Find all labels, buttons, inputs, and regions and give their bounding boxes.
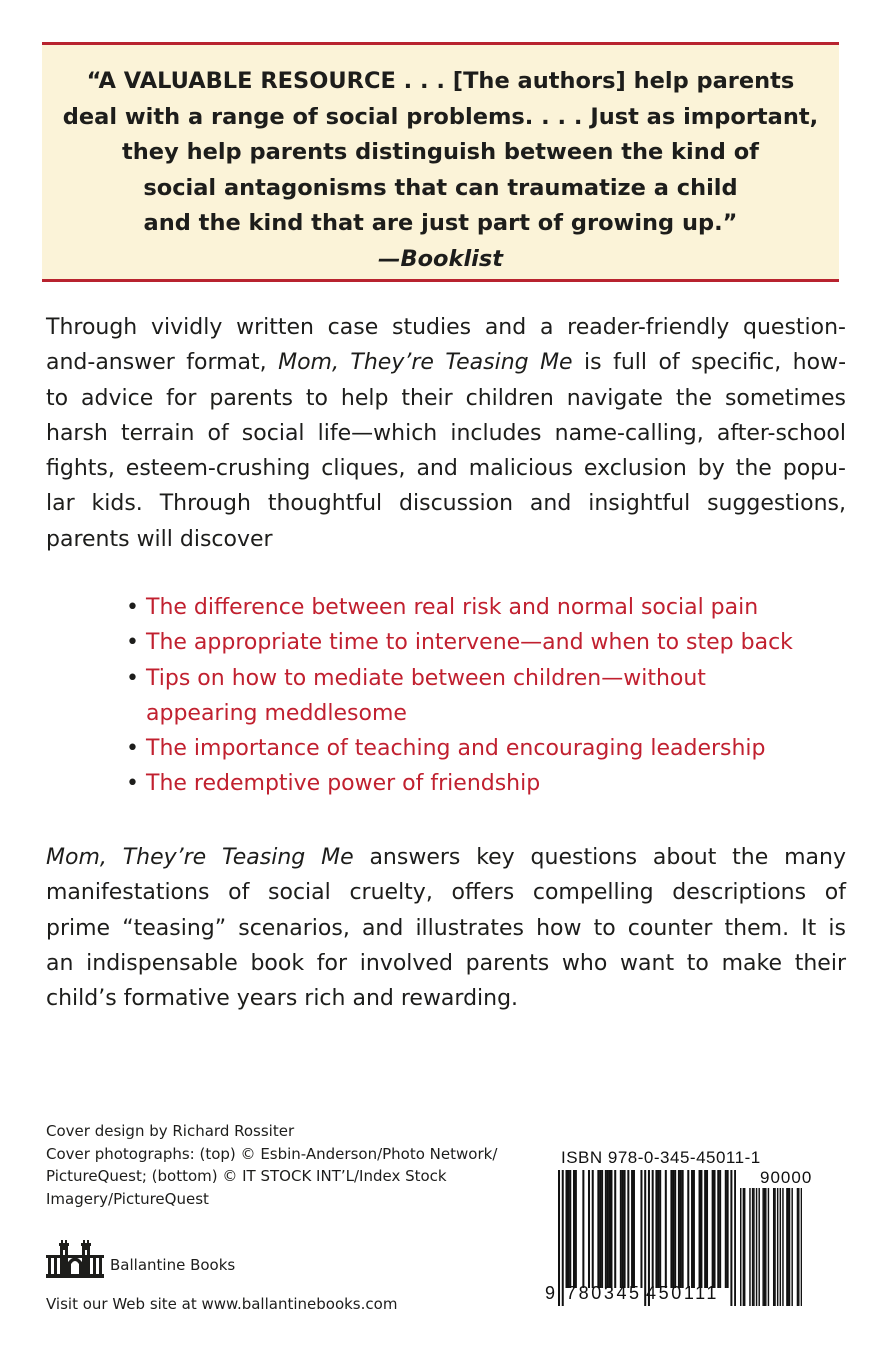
quote-line: they help parents distinguish between the kind of — [122, 139, 759, 165]
barcode-bar — [730, 1170, 732, 1306]
barcode-bar — [569, 1170, 571, 1288]
addon-bar — [744, 1188, 745, 1306]
benefits-list — [126, 590, 856, 802]
description-paragraph-1 — [46, 310, 846, 557]
barcode-bar — [597, 1170, 599, 1288]
barcode-bar — [567, 1170, 569, 1288]
description-line: lar kids. Through thoughtful discussion and insightful suggestions, — [46, 491, 846, 517]
description-paragraph-2 — [46, 840, 846, 1016]
addon-bar — [791, 1188, 792, 1306]
barcode-bar — [565, 1170, 567, 1288]
barcode-bar — [680, 1170, 682, 1288]
barcode-bar — [734, 1170, 736, 1306]
barcode-bar — [717, 1170, 719, 1288]
isbn-label: ISBN 978-0-345-45011-1 — [561, 1148, 761, 1167]
barcode-bar — [706, 1170, 708, 1288]
addon-digits: 90000 — [760, 1168, 813, 1187]
barcode-bar — [599, 1170, 601, 1288]
barcode-bar — [719, 1170, 721, 1288]
addon-bar — [753, 1188, 754, 1306]
quote-line: deal with a range of social problems. . . . Just as important, — [62, 103, 819, 130]
barcode-bar — [620, 1170, 622, 1288]
list-item — [126, 766, 856, 801]
barcode-bar — [607, 1170, 609, 1288]
publisher-logo — [46, 1238, 235, 1278]
quote-line: “A VALUABLE RESOURCE . . . [The authors] help parents — [86, 68, 795, 94]
addon-bar — [765, 1188, 766, 1306]
barcode-bar — [558, 1170, 560, 1306]
bullet-icon: • — [126, 665, 139, 691]
quote-attribution: —Booklist — [377, 245, 504, 272]
barcode-bar — [633, 1170, 635, 1288]
list-item — [126, 590, 856, 625]
barcode-bar — [657, 1170, 659, 1288]
barcode-bar — [712, 1170, 714, 1288]
barcode-bar — [693, 1170, 695, 1288]
addon-bar — [798, 1188, 799, 1306]
barcode-right-group: 450111 — [646, 1283, 719, 1303]
addon-bar — [740, 1188, 741, 1306]
addon-bar — [762, 1188, 763, 1306]
addon-bar — [780, 1188, 781, 1306]
bullet-icon: • — [126, 736, 139, 762]
barcode-bar — [652, 1170, 654, 1288]
barcode-bar — [631, 1170, 633, 1288]
credit-line: Cover photographs: (top) © Esbin-Anderson/Photo Network/ — [46, 1144, 498, 1163]
bullet-icon: • — [126, 630, 139, 656]
addon-bar — [801, 1188, 802, 1306]
barcode-bar — [610, 1170, 612, 1288]
website-link[interactable]: Visit our Web site at www.ballantinebooks.com — [46, 1295, 398, 1313]
description-line: prime “teasing” scenarios, and illustrates how to counter them. It is — [46, 915, 846, 941]
barcode-bar — [609, 1170, 611, 1288]
barcode-bar — [678, 1170, 680, 1288]
addon-bar — [743, 1188, 744, 1306]
publisher-name: Ballantine Books — [110, 1256, 236, 1274]
barcode-bar — [682, 1170, 684, 1288]
barcode-bar — [575, 1170, 577, 1288]
list-item — [126, 661, 856, 732]
addon-bar — [758, 1188, 759, 1306]
addon-bar — [764, 1188, 765, 1306]
barcode-bar — [622, 1170, 624, 1288]
list-item-text: Tips on how to mediate between children—without — [146, 665, 706, 691]
barcode-bar — [687, 1170, 689, 1288]
cover-credits — [46, 1120, 497, 1210]
list-item-text: The appropriate time to intervene—and when to step back — [146, 630, 793, 656]
book-title-italic: Mom, They’re Teasing Me — [278, 350, 573, 376]
barcode-bar — [627, 1170, 629, 1288]
barcode-bar — [691, 1170, 693, 1288]
addon-bar — [786, 1188, 787, 1306]
addon-bar — [787, 1188, 788, 1306]
list-item-text: The redemptive power of friendship — [146, 771, 541, 797]
barcode-bar — [601, 1170, 603, 1288]
credit-line: PictureQuest; (bottom) © IT STOCK INT’L/Index Stock — [46, 1167, 447, 1185]
description-line: an indispensable book for involved parents who want to make their — [46, 950, 846, 976]
review-quote-box — [42, 42, 839, 282]
addon-bar — [782, 1188, 783, 1306]
description-line: Through vividly written case studies and a reader-friendly question- — [46, 315, 846, 340]
barcode-bar — [727, 1170, 729, 1288]
quote-line: and the kind that are just part of growing up.” — [143, 210, 738, 236]
description-line — [46, 345, 846, 380]
barcode-bar — [588, 1170, 590, 1288]
text-span: is full of specific, how- — [572, 350, 847, 376]
description-line: manifestations of social cruelty, offers compelling descriptions of — [46, 880, 846, 906]
book-title-italic: Mom, They’re Teasing Me — [46, 845, 354, 870]
barcode-bar — [665, 1170, 667, 1288]
list-item — [126, 731, 856, 766]
addon-bar — [777, 1188, 778, 1306]
list-item-text: The difference between real risk and normal social pain — [146, 595, 759, 620]
addon-bar — [797, 1188, 798, 1306]
addon-bar — [789, 1188, 790, 1306]
barcode-bar — [674, 1170, 676, 1288]
barcode-left-group: 780345 — [566, 1283, 642, 1303]
bullet-icon: • — [126, 771, 139, 797]
barcode-bar — [655, 1170, 657, 1288]
text-span: answers key questions about the many — [353, 845, 846, 870]
barcode-bar — [614, 1170, 616, 1288]
addon-bar — [752, 1188, 753, 1306]
barcode-bar — [640, 1170, 642, 1288]
barcode-bar — [562, 1170, 564, 1306]
barcode-bar — [704, 1170, 706, 1288]
description-line: child’s formative years rich and rewarding. — [46, 986, 519, 1012]
description-line: to advice for parents to help their children navigate the sometimes — [46, 385, 846, 411]
list-item-text: The importance of teaching and encouraging leadership — [146, 736, 766, 762]
addon-bar — [773, 1188, 774, 1306]
addon-barcode — [740, 1188, 802, 1306]
barcode-bar — [672, 1170, 674, 1288]
barcode-bar — [725, 1170, 727, 1288]
list-item-text: appearing meddlesome — [146, 700, 407, 726]
addon-bar — [768, 1188, 769, 1306]
barcode-bar — [605, 1170, 607, 1288]
description-line: fights, esteem-crushing cliques, and malicious exclusion by the popu- — [46, 456, 846, 482]
bullet-icon: • — [126, 595, 139, 620]
credit-line: Imagery/PictureQuest — [46, 1189, 209, 1208]
barcode-bar — [670, 1170, 672, 1288]
barcode-bar — [624, 1170, 626, 1288]
barcode-bar — [582, 1170, 584, 1288]
addon-bar — [756, 1188, 757, 1306]
barcode-bar — [573, 1170, 575, 1288]
barcode-bar — [714, 1170, 716, 1288]
barcode-bar — [700, 1170, 702, 1288]
barcode-first-digit: 9 — [545, 1283, 558, 1303]
barcode-bar — [699, 1170, 701, 1288]
barcode-bar — [659, 1170, 661, 1288]
ballantine-castle-logo-icon — [46, 1240, 104, 1278]
addon-bar — [774, 1188, 775, 1306]
list-item — [126, 625, 856, 660]
text-span: and-answer format, — [46, 350, 279, 376]
addon-bar — [749, 1188, 750, 1306]
description-line: parents will discover — [46, 526, 273, 552]
description-line: harsh terrain of social life—which includes name-calling, after-school — [46, 420, 846, 446]
quote-line: social antagonisms that can traumatize a child — [143, 174, 738, 201]
barcode-bar — [592, 1170, 594, 1288]
description-line — [46, 840, 846, 875]
credit-line: Cover design by Richard Rossiter — [46, 1122, 295, 1140]
